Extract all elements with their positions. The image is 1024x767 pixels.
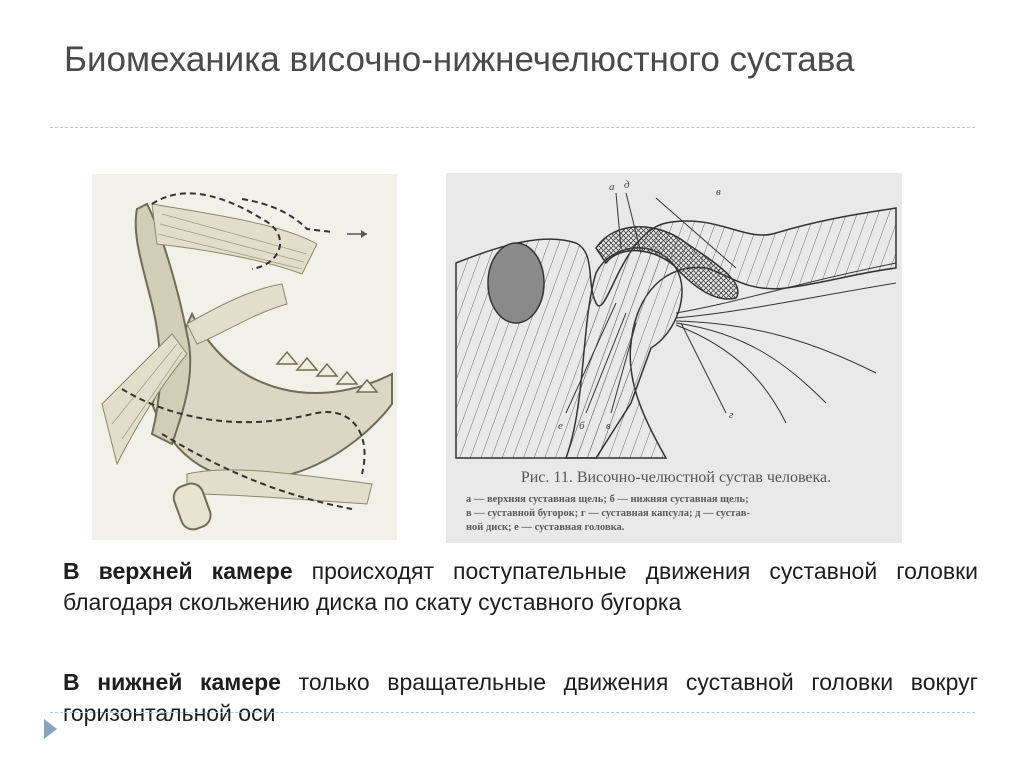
label-b: б	[579, 420, 585, 432]
label-e: е	[558, 420, 563, 432]
paragraph-lower-chamber-bold: В нижней камере	[63, 669, 281, 695]
top-divider	[50, 127, 975, 128]
paragraph-lower-chamber	[63, 667, 978, 729]
slide-title: Биомеханика височно-нижнечелюстного сустава	[64, 40, 855, 79]
label-d: д	[624, 179, 630, 191]
label-g: г	[729, 409, 734, 421]
label-v-top: в	[716, 186, 721, 198]
paragraph-lower-chamber-text: только вращательные движения суставной головки вокруг горизонтальной оси	[63, 669, 978, 726]
bottom-divider	[50, 712, 975, 713]
label-a: а	[609, 181, 615, 193]
paragraph-upper-chamber-text: происходят поступательные движения суставной головки благодаря скольжению диска по скату суставного бугорка	[63, 558, 979, 615]
figure-caption: Рис. 11. Височно-челюстной сустав человека.	[520, 469, 832, 486]
paragraph-upper-chamber-bold: В верхней камере	[63, 558, 293, 584]
label-v: в	[606, 420, 611, 432]
slide-bullet-arrow-icon	[44, 719, 57, 739]
paragraph-upper-chamber	[63, 556, 978, 618]
figure-legend	[466, 493, 886, 535]
tmj-cross-section-figure	[446, 173, 902, 543]
jaw-muscle-illustration	[92, 174, 397, 540]
legend-line-1: а — верхняя суставная щель; б — нижняя суставная щель;	[466, 494, 749, 505]
legend-line-2: в — суставной бугорок; г — суставная капсула; д — сустав-	[466, 508, 750, 519]
legend-line-3: ной диск; е — суставная головка.	[466, 522, 625, 533]
